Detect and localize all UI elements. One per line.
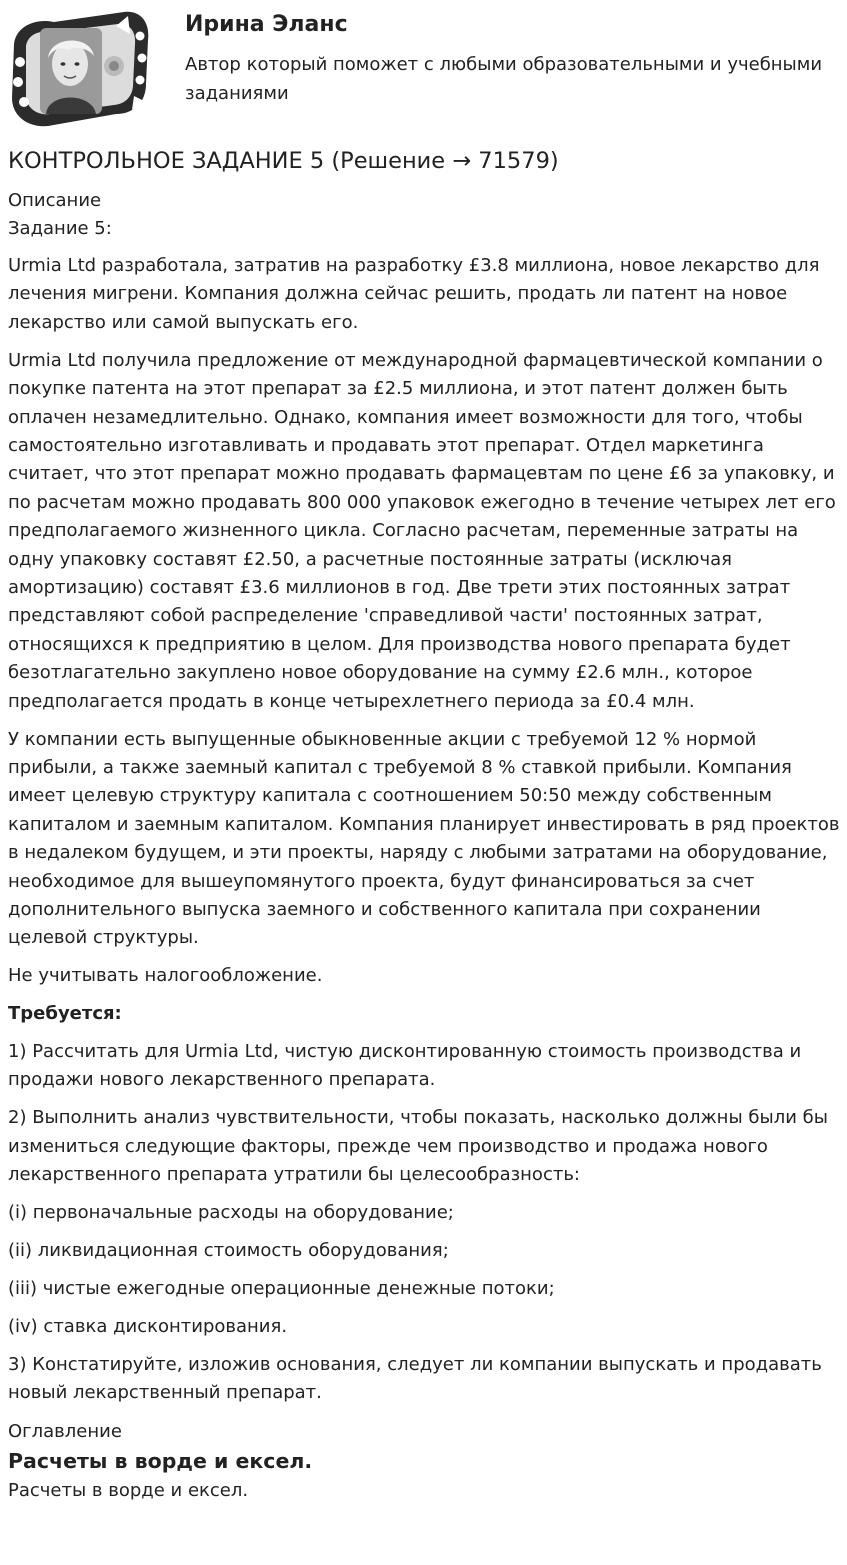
requirement-item: 1) Рассчитать для Urmia Ltd, чистую дисконтированную стоимость производства и продажи нового лекарственного препарата. [8, 1041, 802, 1091]
task-label: Задание 5: [8, 218, 112, 239]
task-paragraph: Urmia Ltd получила предложение от международной фармацевтической компании о покупке патента на этот препарат за £2.5 миллиона, и этот патент должен быть оплачен незамедлительно. Однако, компания имеет возможности для того, чтобы самостоятельно изготавливать и продавать этот препарат. Отдел маркетинга считает, что этот препарат можно продавать фармацевтам по цене £6 за упаковку, и по расчетам можно продавать 800 000 упаковок ежегодно в течение четырех лет его предполагаемого жизненного цикла. Согласно расчетам, переменные затраты на одну упаковку составят £2.50, а расчетные постоянные затраты (исключая амортизацию) составят £3.6 миллионов в год. Две трети этих постоянных затрат представляют собой распределение 'справедливой части' постоянных затрат, относящихся к предприятию в целом. Для производства нового препарата будет безотлагательно закуплено новое оборудование на сумму £2.6 млн., которое предполагается продать в конце четырехлетнего периода за £0.4 млн. [8, 349, 836, 712]
requirement-item: (ii) ликвидационная стоимость оборудования; [8, 1240, 449, 1261]
author-name[interactable]: Ирина Эланс [185, 12, 348, 37]
author-header [0, 0, 847, 140]
requirement-item: 2) Выполнить анализ чувствительности, чтобы показать, насколько должны были бы измениться следующие факторы, прежде чем производство и продажа нового лекарственного препарата утратили бы целесообразность: [8, 1107, 828, 1186]
description-label: Описание [8, 190, 102, 211]
task-paragraph: Не учитывать налогообложение. [8, 965, 323, 987]
page-title: КОНТРОЛЬНОЕ ЗАДАНИЕ 5 (Решение → 71579) [8, 148, 559, 174]
toc-label: Оглавление [8, 1420, 122, 1442]
task-paragraph: У компании есть выпущенные обыкновенные акции с требуемой 12 % нормой прибыли, а также заемный капитал с требуемой 8 % ставкой прибыли. Компания имеет целевую структуру капитала с соотношением 50:50 между собственным капиталом и заемным капиталом. Компания планирует инвестировать в ряд проектов в недалеком будущем, и эти проекты, наряду с любыми затратами на оборудование, необходимое для вышеупомянутого проекта, будут финансироваться за счет дополнительного выпуска заемного и собственного капитала при сохранении целевой структуры. [8, 728, 840, 949]
requirement-item: 3) Констатируйте, изложив основания, следует ли компании выпускать и продавать новый лекарственный препарат. [8, 1353, 822, 1404]
author-description: Автор который поможет с любыми образовательными и учебными заданиями [185, 54, 823, 104]
required-label: Требуется: [8, 1003, 122, 1025]
toc-heading: Расчеты в ворде и ексел. [8, 1448, 313, 1473]
author-avatar[interactable] [6, 6, 152, 128]
toc-text: Расчеты в ворде и ексел. [8, 1479, 249, 1501]
author-portrait [40, 28, 102, 114]
requirement-item: (iv) ставка дисконтирования. [8, 1315, 288, 1337]
document-body [8, 187, 844, 1506]
requirement-item: (iii) чистые ежегодные операционные денежные потоки; [8, 1277, 555, 1299]
requirement-item: (i) первоначальные расходы на оборудование; [8, 1202, 454, 1224]
task-paragraph: Urmia Ltd разработала, затратив на разработку £3.8 миллиона, новое лекарство для лечения мигрени. Компания должна сейчас решить, продать ли патент на новое лекарство или самой выпускать его. [8, 255, 820, 333]
